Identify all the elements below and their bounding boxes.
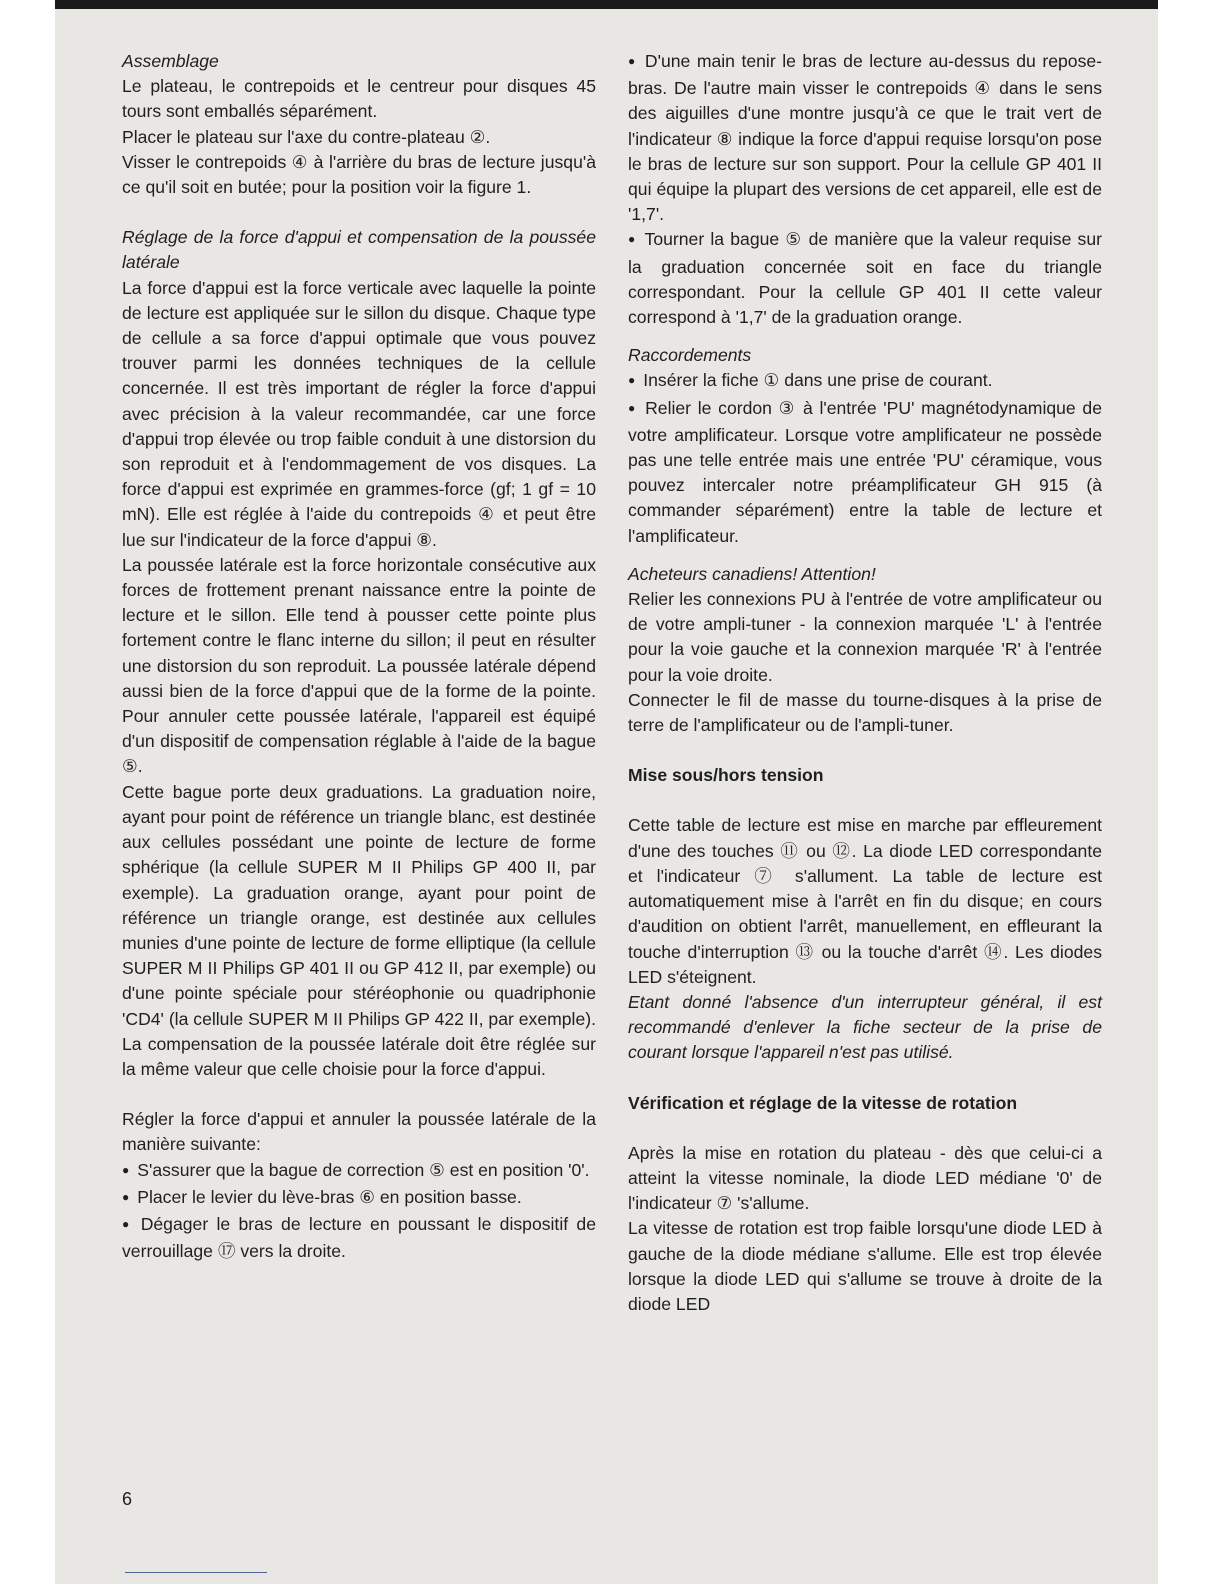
bullet-item: ● Dégager le bras de lecture en poussant le dispositif de verrouillage ⑰ vers la droite. [122, 1212, 596, 1264]
bullet-item: ● D'une main tenir le bras de lecture au-dessus du repose-bras. De l'autre main visser le contrepoids ④ dans le sens des aiguilles d'une montre jusqu'à ce que le trait vert de l'indicateur ⑧ indique la force d'appui requise lorsqu'on pose le bras de lecture sur son support. Pour la cellule GP 401 II qui équipe la plupart des versions de cet appareil, elle est de '1,7'. [628, 49, 1102, 227]
page-number: 6 [122, 1489, 133, 1509]
right-column [628, 49, 1102, 1317]
bullet-item: ● Tourner la bague ⑤ de manière que la valeur requise sur la graduation concernée soit en face du triangle correspondant. Pour la cellule GP 401 II cette valeur correspond à '1,7' de la graduation orange. [628, 227, 1102, 330]
raccordements-heading: Raccordements [628, 345, 752, 366]
footer-rule [125, 1572, 267, 1573]
document-page [55, 9, 1158, 1584]
mise-warning: Etant donné l'absence d'un interrupteur général, il est recommandé d'enlever la fiche secteur de la prise de courant lorsque l'appareil n'est pas utilisé. [628, 991, 1102, 1063]
assemblage-paragraph: Visser le contrepoids ④ à l'arrière du bras de lecture jusqu'à ce qu'il soit en butée; pour la position voir la figure 1. [122, 151, 596, 198]
assemblage-paragraph: Le plateau, le contrepoids et le centreur pour disques 45 tours sont emballés séparément. [122, 76, 596, 122]
bullet-item: ● Relier le cordon ③ à l'entrée 'PU' magnétodynamique de votre amplificateur. Lorsque votre amplificateur ne possède pas une telle entrée mais une entrée 'PU' céramique, vous pouvez intercaler notre préamplificateur GH 915 (à commander séparément) entre la table de lecture et l'amplificateur. [628, 396, 1102, 549]
bullet-item: ● Insérer la fiche ① dans une prise de courant. [628, 368, 1102, 395]
verif-paragraph: La vitesse de rotation est trop faible lorsqu'une diode LED à gauche de la diode médiane s'allume. Elle est trop élevée lorsque la diode LED qui s'allume se trouve à droite de la diode LED [628, 1218, 1102, 1314]
left-column [122, 49, 596, 1264]
assemblage-heading: Assemblage [122, 51, 219, 71]
reglage-paragraph: La force d'appui est la force verticale avec laquelle la pointe de lecture est appliquée sur le sillon du disque. Chaque type de cellule a sa force d'appui optimale que vous pouvez trouver parmi les données techniques de la cellule concernée. Il est très important de régler la force d'appui avec précision à la valeur recommandée, car une force d'appui trop élevée ou trop faible conduit à une distorsion du son reproduit et à l'endommagement de vos disques. La force d'appui est exprimée en grammes-force (gf; 1 gf = 10 mN). Elle est réglée à l'aide du contrepoids ④ et peut être lue sur l'indicateur de la force d'appui ⑧. [122, 277, 596, 550]
mise-paragraph: Cette table de lecture est mise en marche par effleurement d'une des touches ⑪ ou ⑫. La diode LED correspondante et l'indicateur ⑦ s'allument. La table de lecture est automatiquement mise à l'arrêt en fin du disque; en cours d'audition on obtient l'arrêt, manuellement, en effleurant la touche d'interruption ⑬ ou la touche d'arrêt ⑭. Les diodes LED s'éteignent. [628, 815, 1102, 987]
verif-paragraph: Après la mise en rotation du plateau - dès que celui-ci a atteint la vitesse nominale, la diode LED médiane '0' de l'indicateur ⑦ 's'allume. [628, 1142, 1102, 1214]
canadiens-paragraph: Relier les connexions PU à l'entrée de votre amplificateur ou de votre ampli-tuner - la connexion marquée 'L' à l'entrée pour la voie gauche et la connexion marquée 'R' à l'entrée pour la voie droite. [628, 589, 1102, 685]
assemblage-paragraph: Placer le plateau sur l'axe du contre-plateau ②. [122, 126, 491, 147]
verif-heading: Vérification et réglage de la vitesse de rotation [628, 1092, 1018, 1113]
bullet-item: ● Placer le levier du lève-bras ⑥ en position basse. [122, 1185, 596, 1212]
reglage-paragraph: Cette bague porte deux graduations. La graduation noire, ayant pour point de référence un triangle blanc, est destinée aux cellules possédant une pointe de lecture de forme sphérique (la cellule SUPER M II Philips GP 400 II, par exemple). La graduation orange, ayant pour point de référence un triangle orange, est destinée aux cellules munies d'une pointe de lecture de forme elliptique (la cellule SUPER M II Philips GP 401 II ou GP 412 II, par exemple) ou d'une pointe spéciale pour stéréophonie ou quadriphonie 'CD4' (la cellule SUPER M II Philips GP 422 II, par exemple). La compensation de la poussée latérale doit être réglée sur la même valeur que celle choisie pour la force d'appui. [122, 781, 596, 1079]
regler-intro: Régler la force d'appui et annuler la poussée latérale de la manière suivante: [122, 1109, 596, 1155]
reglage-paragraph: La poussée latérale est la force horizontale consécutive aux forces de frottement prenant naissance entre la pointe de lecture et le sillon. Elle tend à pousser cette pointe plus fortement contre le flanc interne du sillon; il peut en résulter une distorsion du son reproduit. La poussée latérale dépend aussi bien de la force d'appui que de la forme de la pointe. Pour annuler cette poussée latérale, l'appareil est équipé d'un dispositif de compensation réglable à l'aide de la bague ⑤. [122, 554, 596, 777]
mise-heading: Mise sous/hors tension [628, 765, 824, 786]
canadiens-paragraph: Connecter le fil de masse du tourne-disques à la prise de terre de l'amplificateur ou de l'ampli-tuner. [628, 689, 1102, 736]
canadiens-heading: Acheteurs canadiens! Attention! [628, 563, 876, 584]
bullet-item: ● S'assurer que la bague de correction ⑤ est en position '0'. [122, 1158, 596, 1185]
reglage-heading: Réglage de la force d'appui et compensation de la poussée latérale [122, 227, 596, 273]
scan-top-border [55, 0, 1158, 9]
